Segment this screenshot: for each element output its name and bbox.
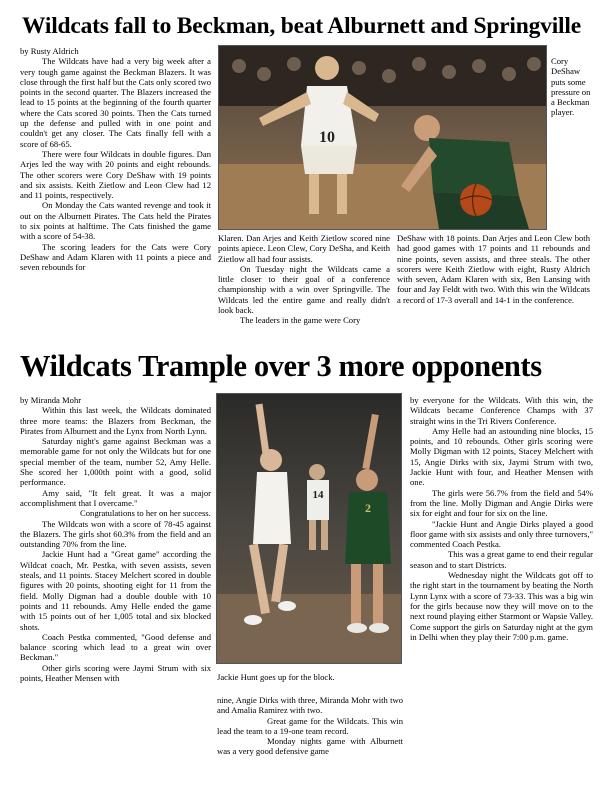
paragraph: The Wildcats have had a very big week after a very tough game against the Beckman Blazers. It was close through the first half but the Cats only scored two points in the second quarter. The Blazers increased the lead to 15 points at the beginning of the fourth quarter where the Cats scored 30 points. Then the Cats turned up the defense and pulled with in one point and couldn't get any closer. The Cats finally fell with a score of 68-65. bbox=[20, 56, 211, 149]
paragraph: Saturday night's game against Beckman was a memorable game for not only the Wildcats but for one special member of the team, number 52, Amy Helle. She scored her 1,000th point with a good, solid performance. bbox=[20, 436, 211, 488]
paragraph: Great game for the Wildcats. This win lead the team to a 19-one team record. bbox=[217, 715, 403, 736]
story2-column-1 bbox=[20, 395, 211, 683]
jersey-number: 2 bbox=[365, 501, 371, 515]
story2-column-3 bbox=[410, 395, 593, 642]
story1-photo-caption: Cory DeShaw puts some pressure on a Beckman player. bbox=[551, 56, 591, 118]
story2-photo bbox=[216, 393, 402, 664]
paragraph: Wednesday night the Wildcats got off to the right start in the tournament by beating the North Lynn Lynx with a score of 73-33. This was a big win for the girls because now they will move on to the next round playing either Starmont or Wapsie Valley. Come support the girls on Saturday night at the gym in Delhi when they play their 7:00 p.m. game. bbox=[410, 570, 593, 642]
paragraph: by everyone for the Wildcats. With this win, the Wildcats became Conference Champs with 37 straight wins in the Tri Rivers Conference. bbox=[410, 395, 593, 426]
story2-photo-caption: Jackie Hunt goes up for the block. bbox=[217, 672, 335, 682]
paragraph: Within this last week, the Wildcats dominated three more teams: the Blazers from Beckman, the Pirates from Alburnett and the Lynx from North Lynn. bbox=[20, 405, 211, 436]
paragraph: The Wildcats won with a score of 78-45 against the Blazers. The girls shot 60.3% from the field and an outstanding 70% from the line. bbox=[20, 518, 211, 550]
paragraph: This was a great game to end their regular season and to start Districts. bbox=[410, 549, 593, 570]
paragraph: nine, Angie Dirks with three, Miranda Mohr with two and Amalia Ramirez with two. bbox=[217, 695, 403, 716]
paragraph: Other girls scoring were Jaymi Strum with six points, Heather Mensen with bbox=[20, 662, 211, 684]
paragraph: Klaren. Dan Arjes and Keith Zietlow scored nine points apiece. Leon Clew, Cory DeSha, and Keith Zietlow all had four assists. bbox=[218, 233, 390, 264]
paragraph: There were four Wildcats in double figures. Dan Arjes led the way with 20 points and eight rebounds. The other scorers were Cory DeShaw with 19 points and six assists. Keith Zietlow and Leon Clew had 12 and 11 points, respectively. bbox=[20, 148, 211, 201]
paragraph: Coach Pestka commented, "Good defense and balance scoring which lead to a great win over Beckman." bbox=[20, 631, 211, 663]
jersey-number: 10 bbox=[319, 129, 335, 146]
paragraph: The leaders in the game were Cory bbox=[240, 315, 361, 326]
paragraph: Monday nights game with Alburnett was a very good defensive game bbox=[217, 736, 403, 757]
paragraph: The scoring leaders for the Cats were Cory DeShaw and Adam Klaren with 11 points a piece and seven rebounds for bbox=[20, 241, 211, 273]
story1-column-2 bbox=[218, 233, 390, 326]
story2-byline: by Miranda Mohr bbox=[20, 395, 82, 405]
story2-column-2 bbox=[217, 695, 403, 757]
paragraph: Amy Helle had an astounding nine blocks, 15 points, and 10 rebounds. Other girls scoring were Molly Digman with 12 points, Stacey Melchert with 15, Angie Dirks with six, Jaymi Strum with two, Jackie Hunt with four, and Heather Mensen with one. bbox=[410, 425, 593, 488]
paragraph: Jackie Hunt had a "Great game" according the Wildcat coach, Mr. Pestka, with seven assists, seven steals, and 11 points. Stacey Melchert scored in double figures with 20 points, shooting eight for 11 from the field. Molly Digman had a double double with 10 points and 11 rebounds. Amy Helle ended the game with 15 points out of her 1,005 total and six blocked shots. bbox=[20, 549, 211, 632]
paragraph: "Jackie Hunt and Angie Dirks played a good floor game with six assists and only three turnovers," commented Coach Pestka. bbox=[410, 518, 593, 550]
paragraph: The girls were 56.7% from the field and 54% from the line. Molly Digman and Angie Dirks were six for eight and four for six on the line. bbox=[410, 487, 593, 519]
story1-byline: by Rusty Aldrich bbox=[20, 46, 79, 56]
jersey-number: 14 bbox=[312, 489, 324, 501]
paragraph: On Tuesday night the Wildcats came a little closer to their goal of a conference championship with a win over Springville. The Wildcats led the entire game and really didn't look back. bbox=[218, 263, 390, 316]
story2-headline: Wildcats Trample over 3 more opponents bbox=[20, 349, 542, 383]
paragraph: Congratulations to her on her success. bbox=[80, 508, 211, 519]
paragraph: Amy said, "It felt great. It was a major accomplishment that I overcame." bbox=[20, 487, 211, 508]
story1-headline: Wildcats fall to Beckman, beat Alburnett and Springville bbox=[22, 13, 581, 39]
story1-photo bbox=[218, 45, 547, 230]
story1-column-1 bbox=[20, 46, 211, 273]
paragraph: On Monday the Cats wanted revenge and took it out on the Alburnett Pirates. The Cats held the Pirates to six points at halftime. The Cats finished the game with a score of 54-38. bbox=[20, 200, 211, 242]
story1-column-3 bbox=[397, 233, 590, 305]
paragraph: DeShaw with 18 points. Dan Arjes and Leon Clew both had good games with 17 points and 11 rebounds and nine points, seven assists, and three steals. The other scorers were Keith Zietlow with eight, Rusty Aldrich with seven, Adam Klaren with six, Ben Lansing with four and Jay Feldt with two. With this win the Wildcats a record of 17-3 overall and 14-1 in the conference. bbox=[397, 233, 590, 305]
